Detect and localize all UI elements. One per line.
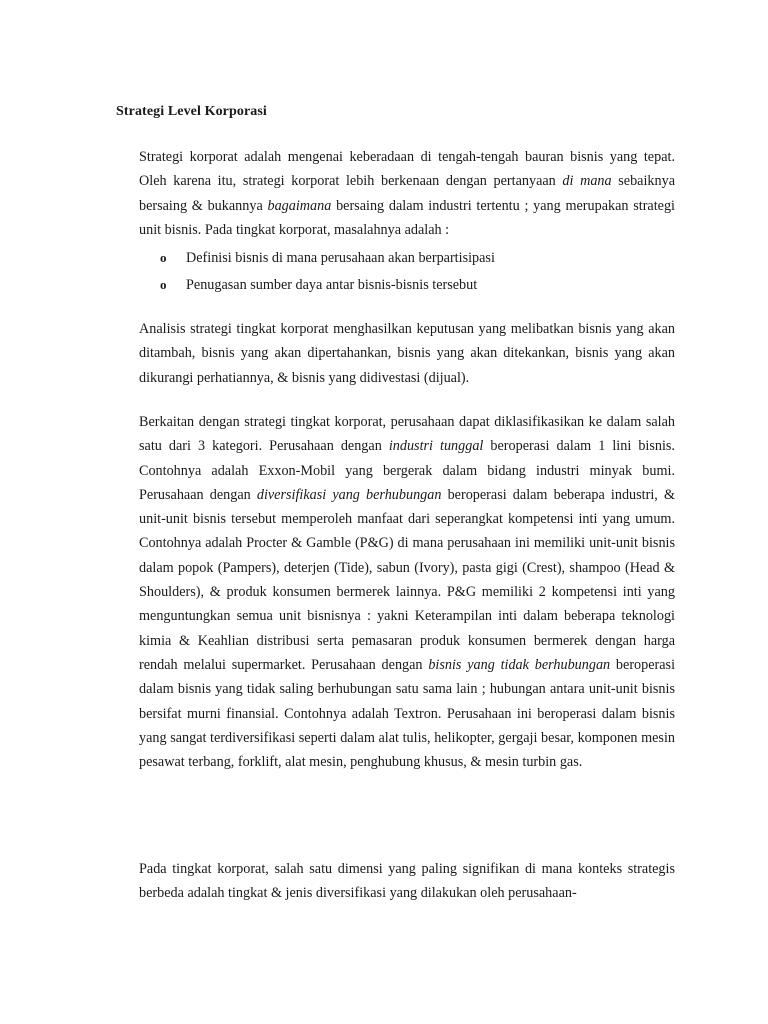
list-item-text: Definisi bisnis di mana perusahaan akan berpartisipasi <box>186 250 495 266</box>
paragraph-categories-italic-1: industri tunggal <box>388 438 484 455</box>
paragraph-categories-italic-2: diversifikasi yang berhubungan <box>256 486 442 503</box>
list-item <box>139 272 675 299</box>
paragraph-categories-text-1: Berkaitan dengan strategi tingkat korporat, perusahaan dapat diklasifikasikan ke dalam salah satu dari 3 kategori. Perusahaan dengan <box>139 414 675 455</box>
paragraph-categories-text-2: beroperasi dalam 1 lini bisnis. Contohnya adalah Exxon-Mobil yang bergerak dalam bidang industri minyak bumi. Perusahaan dengan <box>139 438 675 503</box>
paragraph-intro <box>139 145 675 242</box>
bullet-list <box>139 245 675 298</box>
paragraph-intro-italic-1: di mana <box>562 173 612 190</box>
paragraph-diversification: Pada tingkat korporat, salah satu dimensi yang paling signifikan di mana konteks strategis berbeda adalah tingkat & jenis diversifikasi yang dilakukan oleh perusahaan- <box>139 861 675 902</box>
paragraph-intro-italic-2: bagaimana <box>267 197 332 214</box>
paragraph-categories-italic-3: bisnis yang tidak berhubungan <box>428 656 611 673</box>
paragraph-categories <box>139 410 675 774</box>
paragraph-categories-text-4: beroperasi dalam bisnis yang tidak saling berhubungan satu sama lain ; hubungan antara unit-unit bisnis bersifat murni finansial. Contohnya adalah Textron. Perusahaan ini beroperasi dalam bisnis yang sangat terdiversifikasi seperti dalam alat tulis, helikopter, gergaji besar, komponen mesin pesawat terbang, forklift, alat mesin, penghubung khusus, & mesin turbin gas. <box>139 656 676 771</box>
paragraph-intro-text-1: Strategi korporat adalah mengenai keberadaan di tengah-tengah bauran bisnis yang tepat. Oleh karena itu, strategi korporat lebih berkenaan dengan pertanyaan <box>139 149 675 190</box>
list-item <box>139 245 675 272</box>
bullet-icon: o <box>160 276 167 292</box>
paragraph-categories-text-3: beroperasi dalam beberapa industri, & unit-unit bisnis tersebut memperoleh manfaat dari seperangkat kompetensi inti yang umum. Contohnya adalah Procter & Gamble (P&G) di mana perusahaan ini memiliki unit-unit bisnis dalam popok (Pampers), deterjen (Tide), sabun (Ivory), pasta gigi (Crest), shampoo (Head & Shoulders), & produk konsumen bermerek lainnya. P&G memiliki 2 kompetensi inti yang menguntungkan semua unit bisnisnya : yakni Keterampilan inti dalam beberapa teknologi kimia & Keahlian distribusi serta pemasaran produk konsumen bermerek dengan harga rendah melalui supermarket. Perusahaan dengan <box>139 486 675 673</box>
paragraph-analysis: Analisis strategi tingkat korporat menghasilkan keputusan yang melibatkan bisnis yang akan ditambah, bisnis yang akan dipertahankan, bisnis yang akan ditekankan, bisnis yang akan dikurangi perhatiannya, & bisnis yang didivestasi (dijual). <box>139 321 675 386</box>
list-item-text: Penugasan sumber daya antar bisnis-bisnis tersebut <box>186 276 478 293</box>
bullet-icon: o <box>160 250 167 265</box>
paragraph-intro-text-3: bersaing dalam industri tertentu ; yang merupakan strategi unit bisnis. Pada tingkat korporat, masalahnya adalah : <box>139 197 675 238</box>
document-title: Strategi Level Korporasi <box>116 104 267 119</box>
paragraph-intro-text-2: sebaiknya bersaing & bukannya <box>139 173 676 214</box>
